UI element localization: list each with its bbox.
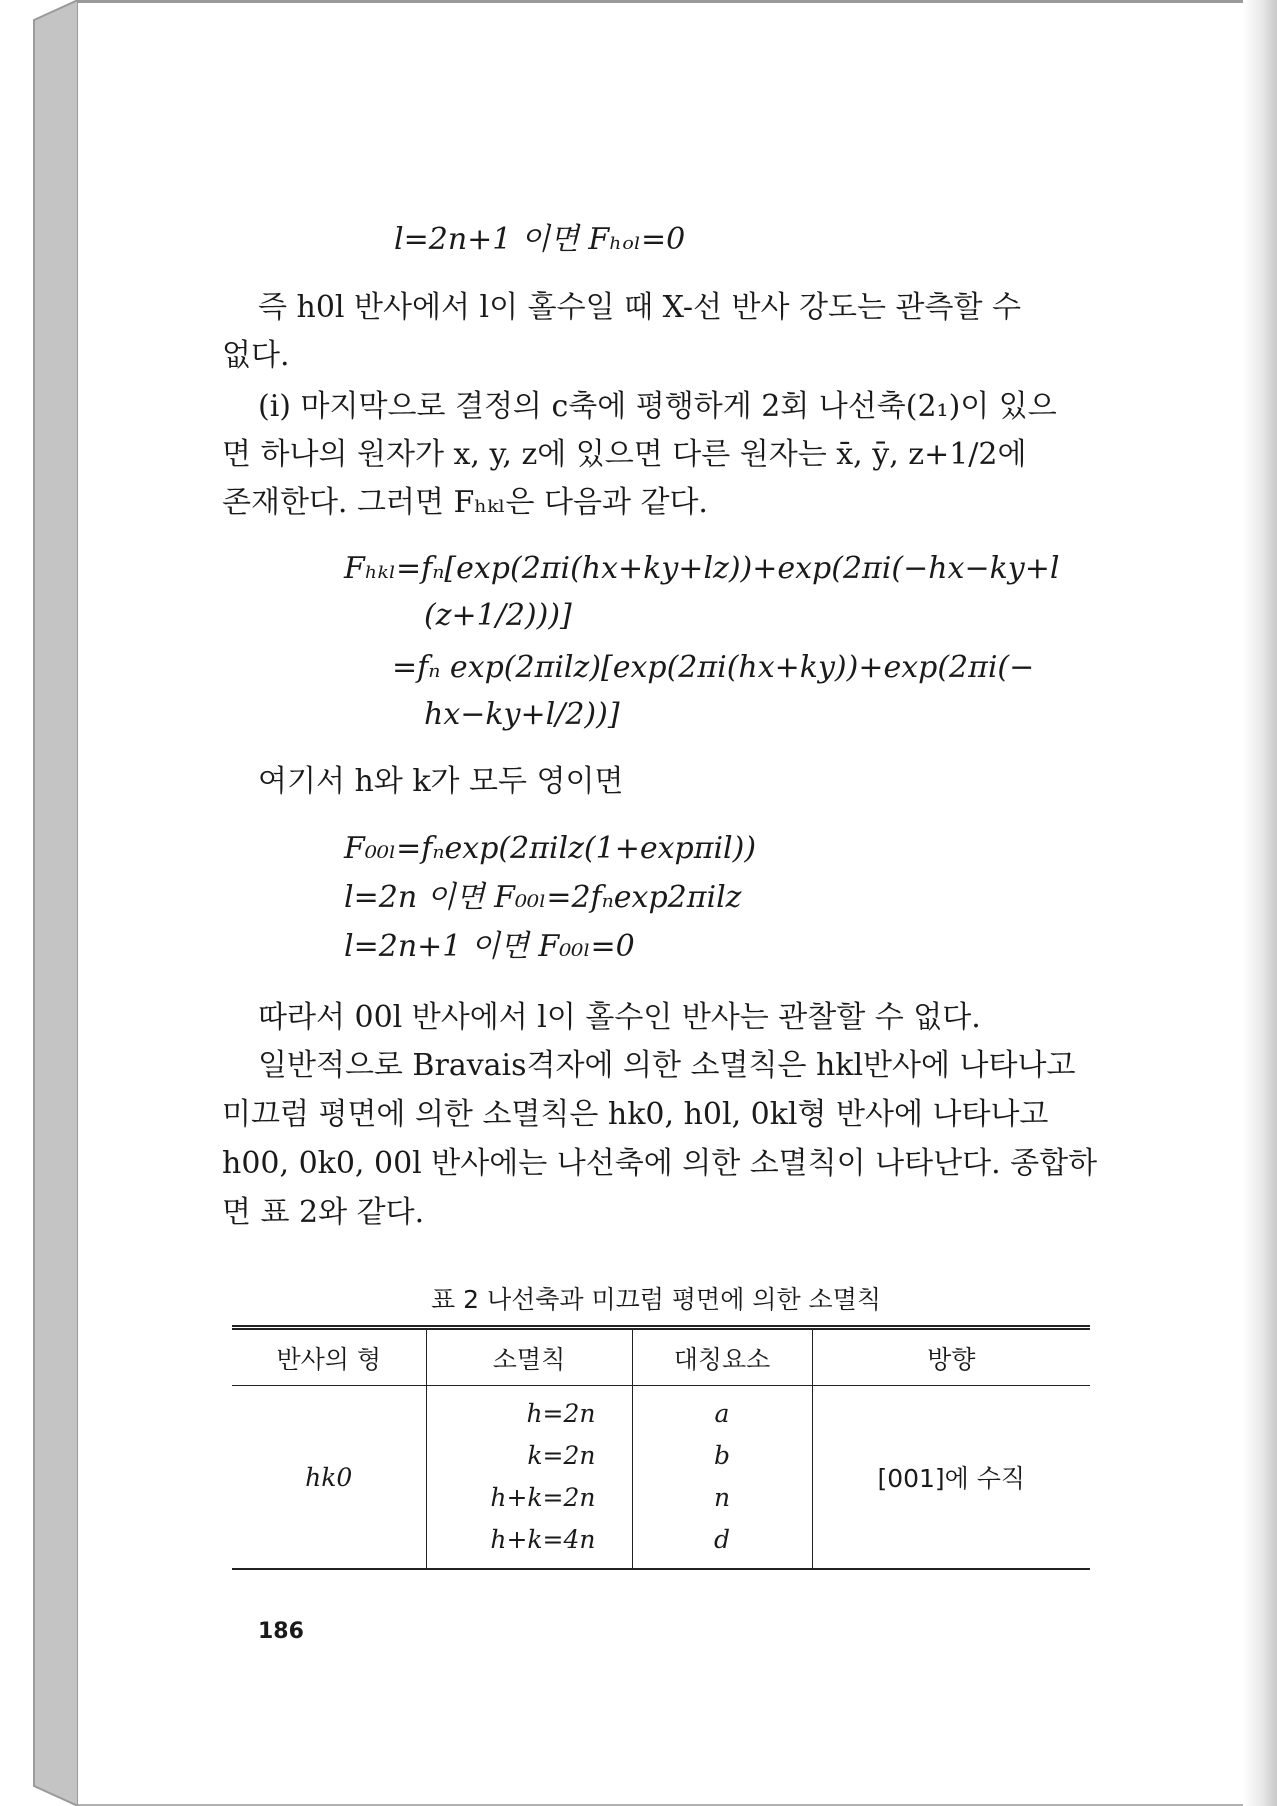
equation-f00l-line2: l=2n 이면 F₀₀ₗ=2fₙexp2πilz — [344, 880, 742, 915]
equation-fhkl-line2: (z+1/2)))] — [424, 598, 572, 633]
cell-conditions — [426, 1386, 632, 1570]
cell-symmetry-elements — [632, 1386, 812, 1570]
paragraph-line: 따라서 00l 반사에서 l이 홀수인 반사는 관찰할 수 없다. — [258, 1000, 981, 1035]
table-caption: 표 2 나선축과 미끄럼 평면에 의한 소멸칙 — [431, 1285, 881, 1314]
paragraph-line: 없다. — [222, 338, 290, 373]
page-right-shadow — [1243, 0, 1277, 1806]
equation-f00l-line1: F₀₀ₗ=fₙexp(2πilz(1+expπil)) — [344, 831, 757, 866]
paragraph-line: 면 표 2와 같다. — [222, 1195, 425, 1230]
table-row — [232, 1386, 1090, 1570]
equation-fhkl-line3: =fₙ exp(2πilz)[exp(2πi(hx+ky))+exp(2πi(− — [392, 650, 1035, 685]
page-number: 186 — [258, 1619, 304, 1644]
paragraph-line: (i) 마지막으로 결정의 c축에 평행하게 2회 나선축(2₁)이 있으 — [258, 389, 1057, 424]
equation-f00l-line3: l=2n+1 이면 F₀₀ₗ=0 — [344, 929, 635, 964]
header-direction: 방향 — [812, 1328, 1090, 1386]
condition-item: k=2n — [527, 1441, 596, 1470]
paragraph-line: h00, 0k0, 00l 반사에는 나선축에 의한 소멸칙이 나타난다. 종합하 — [222, 1146, 1098, 1181]
condition-item: h+k=2n — [490, 1483, 596, 1512]
book-spine — [0, 0, 78, 1806]
cell-reflection-type: hk0 — [232, 1386, 426, 1570]
symmetry-element-item: b — [713, 1441, 730, 1470]
paragraph-line: 일반적으로 Bravais격자에 의한 소멸칙은 hkl반사에 나타나고 — [258, 1048, 1076, 1083]
paragraph-line: 면 하나의 원자가 x, y, z에 있으면 다른 원자는 x̄, ȳ, z+1/2에 — [222, 437, 1027, 472]
table-header-row — [232, 1328, 1090, 1386]
symmetry-element-item: n — [713, 1483, 731, 1512]
header-reflection-type: 반사의 형 — [232, 1328, 426, 1386]
extinction-rules-table — [232, 1325, 1090, 1570]
header-extinction-rule: 소멸칙 — [426, 1328, 632, 1386]
symmetry-element-item: d — [713, 1525, 730, 1554]
condition-item: h+k=4n — [490, 1525, 596, 1554]
equation-h0l-odd: l=2n+1 이면 Fₕₒₗ=0 — [394, 222, 686, 257]
equation-fhkl-line1: Fₕₖₗ=fₙ[exp(2πi(hx+ky+lz))+exp(2πi(−hx−ky+l — [344, 551, 1060, 586]
equation-fhkl-line4: hx−ky+l/2))] — [424, 697, 620, 732]
paragraph-line: 존재한다. 그러면 Fₕₖₗ은 다음과 같다. — [222, 485, 708, 520]
paragraph-line: 즉 h0l 반사에서 l이 홀수일 때 X-선 반사 강도는 관측할 수 — [258, 290, 1021, 325]
paragraph-line: 미끄럼 평면에 의한 소멸칙은 hk0, h0l, 0kl형 반사에 나타나고 — [222, 1097, 1049, 1132]
cell-direction: [001]에 수직 — [812, 1386, 1090, 1570]
paragraph-line: 여기서 h와 k가 모두 영이면 — [258, 764, 624, 799]
condition-item: h=2n — [526, 1399, 596, 1428]
page-top-edge — [78, 0, 1243, 3]
symmetry-element-item: a — [714, 1399, 730, 1428]
header-symmetry-element: 대칭요소 — [632, 1328, 812, 1386]
